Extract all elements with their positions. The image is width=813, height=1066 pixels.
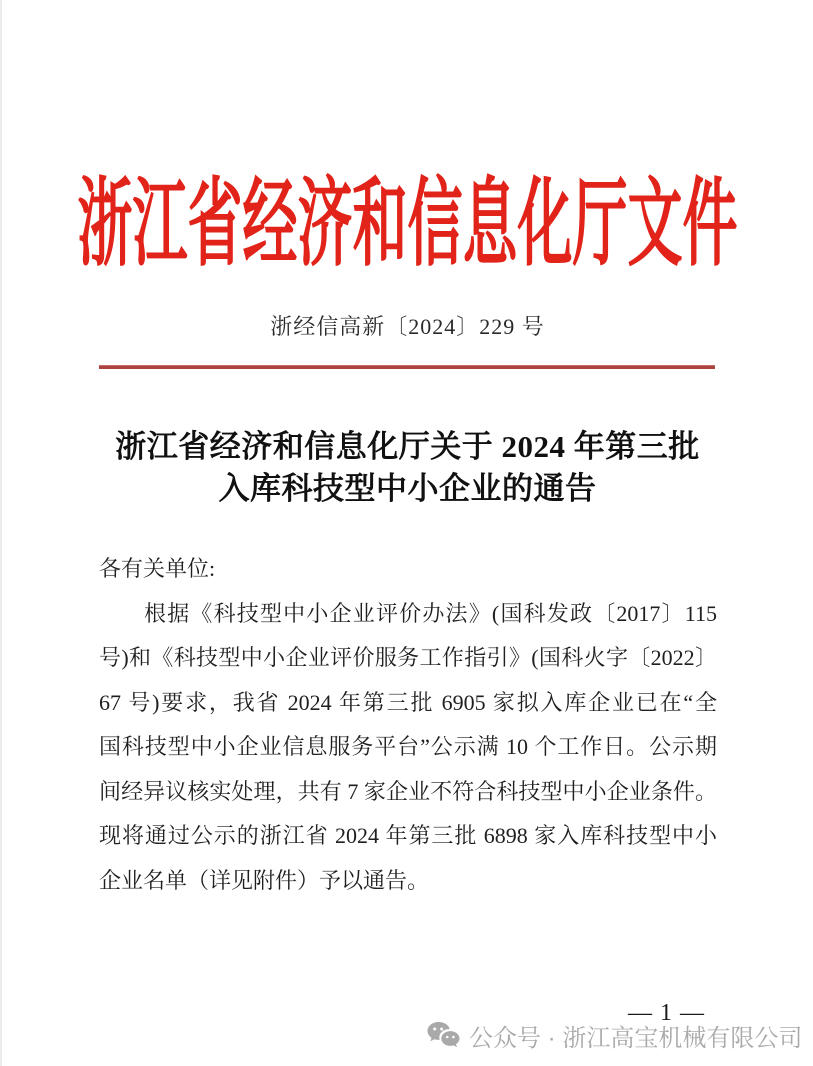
wechat-watermark [426,1018,802,1053]
watermark-text: 公众号 · 浙江高宝机械有限公司 [469,1025,803,1052]
body-line: 现将通过公示的浙江省 2024 年第三批 6898 家入库科技型中小 [99,823,717,848]
body-line: 号)和《科技型中小企业评价服务工作指引》(国科火字〔2022〕 [99,645,717,670]
body-line: 国科技型中小企业信息服务平台”公示满 10 个工作日。公示期 [99,734,717,759]
red-divider-line [99,365,715,369]
notice-title [2,426,813,510]
notice-title-line-2: 入库科技型中小企业的通告 [218,471,597,506]
salutation: 各有关单位: [99,556,216,581]
body-line: 企业名单（详见附件）予以通告。 [99,867,430,893]
body-line: 间经异议核实处理，共有 7 家企业不符合科技型中小企业条件。 [99,778,717,804]
notice-title-line-1: 浙江省经济和信息化厅关于 2024 年第三批 [115,429,700,464]
page-number: — 1 — [628,1000,705,1026]
wechat-icon [426,1020,460,1051]
red-letterhead-title: 浙江省经济和信息化厅文件 [77,170,738,278]
notice-body [99,547,717,903]
body-line: 67 号)要求，我省 2024 年第三批 6905 家拟入库企业已在“全 [99,689,717,715]
document-number: 浙经信高新〔2024〕229 号 [270,314,545,339]
body-line: 根据《科技型中小企业评价办法》(国科发政〔2017〕115 [144,600,717,626]
